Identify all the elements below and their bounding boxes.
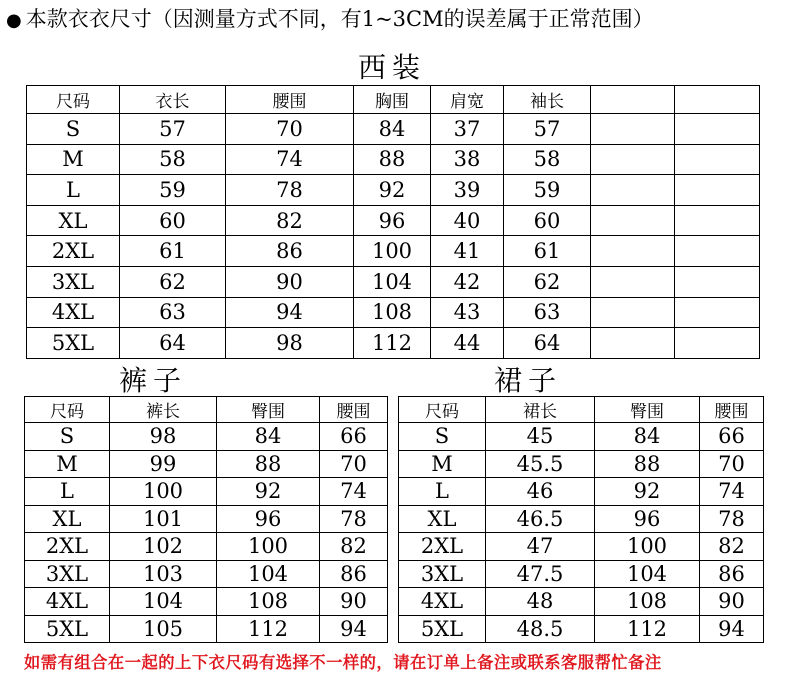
- skirt-header-cell: 尺码: [399, 397, 486, 423]
- suit-value-cell: 62: [120, 266, 226, 297]
- skirt-title: 裙子: [494, 364, 563, 397]
- skirt-value-cell: 88: [595, 450, 700, 478]
- suit-header-cell: 尺码: [27, 86, 120, 114]
- skirt-size-cell: L: [399, 478, 486, 506]
- skirt-size-cell: XL: [399, 505, 486, 533]
- suit-value-cell: 60: [504, 205, 591, 236]
- suit-value-cell: [591, 297, 675, 328]
- pants-size-cell: S: [25, 423, 110, 451]
- suit-value-cell: [591, 175, 675, 206]
- pants-value-cell: 94: [320, 615, 388, 643]
- skirt-row: [399, 505, 764, 533]
- suit-header-cell: 衣长: [120, 86, 226, 114]
- skirt-size-cell: 5XL: [399, 615, 486, 643]
- suit-header-cell: 肩宽: [431, 86, 504, 114]
- suit-value-cell: 61: [120, 236, 226, 267]
- suit-value-cell: 57: [504, 114, 591, 145]
- pants-row: [25, 478, 388, 506]
- suit-value-cell: 41: [431, 236, 504, 267]
- pants-header-row: [25, 397, 388, 423]
- skirt-value-cell: 47: [486, 533, 595, 561]
- skirt-header-cell: 臀围: [595, 397, 700, 423]
- suit-value-cell: 44: [431, 328, 504, 359]
- pants-value-cell: 104: [217, 560, 320, 588]
- skirt-row: [399, 560, 764, 588]
- pants-value-cell: 100: [110, 478, 217, 506]
- suit-value-cell: 63: [120, 297, 226, 328]
- suit-value-cell: 43: [431, 297, 504, 328]
- suit-size-cell: L: [27, 175, 120, 206]
- pants-value-cell: 82: [320, 533, 388, 561]
- skirt-value-cell: 92: [595, 478, 700, 506]
- skirt-row: [399, 478, 764, 506]
- suit-value-cell: 59: [120, 175, 226, 206]
- suit-value-cell: 64: [504, 328, 591, 359]
- pants-value-cell: 78: [320, 505, 388, 533]
- pants-value-cell: 101: [110, 505, 217, 533]
- suit-value-cell: 38: [431, 144, 504, 175]
- suit-value-cell: 90: [226, 266, 354, 297]
- skirt-value-cell: 84: [595, 423, 700, 451]
- suit-value-cell: 112: [354, 328, 431, 359]
- pants-value-cell: 70: [320, 450, 388, 478]
- pants-value-cell: 86: [320, 560, 388, 588]
- pants-value-cell: 112: [217, 615, 320, 643]
- suit-size-cell: M: [27, 144, 120, 175]
- skirt-value-cell: 45.5: [486, 450, 595, 478]
- suit-row: [27, 266, 760, 297]
- suit-header-cell: [675, 86, 760, 114]
- pants-value-cell: 92: [217, 478, 320, 506]
- pants-value-cell: 104: [110, 588, 217, 616]
- skirt-header-cell: 腰围: [700, 397, 764, 423]
- suit-row: [27, 205, 760, 236]
- skirt-value-cell: 90: [700, 588, 764, 616]
- skirt-row: [399, 450, 764, 478]
- suit-header-cell: 胸围: [354, 86, 431, 114]
- suit-value-cell: [675, 144, 760, 175]
- suit-value-cell: 92: [354, 175, 431, 206]
- suit-value-cell: 74: [226, 144, 354, 175]
- suit-header-row: [27, 86, 760, 114]
- skirt-value-cell: 96: [595, 505, 700, 533]
- suit-size-cell: 5XL: [27, 328, 120, 359]
- skirt-row: [399, 588, 764, 616]
- suit-value-cell: 58: [120, 144, 226, 175]
- suit-value-cell: 62: [504, 266, 591, 297]
- size-note-text: 本款衣衣尺寸（因测量方式不同，有1~3CM的误差属于正常范围）: [25, 7, 654, 31]
- suit-value-cell: [591, 236, 675, 267]
- size-note: [6, 2, 786, 36]
- pants-size-table: [24, 396, 388, 643]
- skirt-value-cell: 70: [700, 450, 764, 478]
- pants-row: [25, 533, 388, 561]
- suit-size-cell: XL: [27, 205, 120, 236]
- suit-value-cell: [675, 328, 760, 359]
- skirt-value-cell: 112: [595, 615, 700, 643]
- pants-value-cell: 108: [217, 588, 320, 616]
- suit-value-cell: [591, 205, 675, 236]
- skirt-size-cell: 3XL: [399, 560, 486, 588]
- suit-value-cell: [591, 144, 675, 175]
- suit-value-cell: [675, 114, 760, 145]
- suit-value-cell: [591, 114, 675, 145]
- suit-value-cell: 58: [504, 144, 591, 175]
- suit-row: [27, 175, 760, 206]
- pants-row: [25, 588, 388, 616]
- skirt-value-cell: 47.5: [486, 560, 595, 588]
- bullet-icon: ●: [6, 10, 22, 31]
- suit-header-cell: 腰围: [226, 86, 354, 114]
- suit-value-cell: 84: [354, 114, 431, 145]
- skirt-size-table: [398, 396, 764, 643]
- suit-size-cell: 2XL: [27, 236, 120, 267]
- suit-header-cell: [591, 86, 675, 114]
- suit-value-cell: [591, 266, 675, 297]
- suit-size-cell: 3XL: [27, 266, 120, 297]
- suit-row: [27, 297, 760, 328]
- suit-value-cell: 100: [354, 236, 431, 267]
- skirt-size-cell: 2XL: [399, 533, 486, 561]
- suit-value-cell: 86: [226, 236, 354, 267]
- suit-value-cell: 98: [226, 328, 354, 359]
- pants-size-cell: 3XL: [25, 560, 110, 588]
- pants-header-cell: 腰围: [320, 397, 388, 423]
- pants-value-cell: 103: [110, 560, 217, 588]
- suit-value-cell: 37: [431, 114, 504, 145]
- suit-value-cell: 88: [354, 144, 431, 175]
- pants-value-cell: 66: [320, 423, 388, 451]
- pants-size-cell: 4XL: [25, 588, 110, 616]
- pants-size-cell: 5XL: [25, 615, 110, 643]
- pants-value-cell: 74: [320, 478, 388, 506]
- suit-value-cell: 60: [120, 205, 226, 236]
- pants-value-cell: 100: [217, 533, 320, 561]
- footer-note: 如需有组合在一起的上下衣尺码有选择不一样的，请在订单上备注或联系客服帮忙备注: [24, 653, 662, 672]
- suit-value-cell: 57: [120, 114, 226, 145]
- suit-title: 西装: [358, 51, 427, 84]
- pants-value-cell: 84: [217, 423, 320, 451]
- skirt-header-row: [399, 397, 764, 423]
- suit-size-cell: S: [27, 114, 120, 145]
- suit-value-cell: 61: [504, 236, 591, 267]
- pants-value-cell: 105: [110, 615, 217, 643]
- skirt-value-cell: 108: [595, 588, 700, 616]
- suit-row: [27, 328, 760, 359]
- suit-value-cell: 94: [226, 297, 354, 328]
- suit-value-cell: 40: [431, 205, 504, 236]
- pants-row: [25, 615, 388, 643]
- skirt-value-cell: 46: [486, 478, 595, 506]
- skirt-value-cell: 48.5: [486, 615, 595, 643]
- suit-value-cell: 108: [354, 297, 431, 328]
- skirt-value-cell: 104: [595, 560, 700, 588]
- suit-value-cell: 42: [431, 266, 504, 297]
- skirt-header-cell: 裙长: [486, 397, 595, 423]
- pants-size-cell: M: [25, 450, 110, 478]
- pants-row: [25, 505, 388, 533]
- suit-value-cell: 39: [431, 175, 504, 206]
- skirt-value-cell: 46.5: [486, 505, 595, 533]
- pants-value-cell: 102: [110, 533, 217, 561]
- suit-value-cell: [675, 236, 760, 267]
- suit-value-cell: 82: [226, 205, 354, 236]
- pants-value-cell: 90: [320, 588, 388, 616]
- skirt-row: [399, 423, 764, 451]
- pants-size-cell: XL: [25, 505, 110, 533]
- pants-row: [25, 423, 388, 451]
- pants-value-cell: 88: [217, 450, 320, 478]
- skirt-value-cell: 82: [700, 533, 764, 561]
- suit-value-cell: [675, 175, 760, 206]
- suit-value-cell: [675, 266, 760, 297]
- pants-value-cell: 99: [110, 450, 217, 478]
- suit-value-cell: 64: [120, 328, 226, 359]
- skirt-size-cell: S: [399, 423, 486, 451]
- suit-value-cell: 104: [354, 266, 431, 297]
- pants-size-cell: 2XL: [25, 533, 110, 561]
- skirt-value-cell: 86: [700, 560, 764, 588]
- suit-row: [27, 144, 760, 175]
- pants-header-cell: 臀围: [217, 397, 320, 423]
- suit-value-cell: 78: [226, 175, 354, 206]
- pants-value-cell: 96: [217, 505, 320, 533]
- suit-value-cell: 59: [504, 175, 591, 206]
- skirt-size-cell: M: [399, 450, 486, 478]
- skirt-value-cell: 78: [700, 505, 764, 533]
- pants-header-cell: 裤长: [110, 397, 217, 423]
- suit-value-cell: [675, 297, 760, 328]
- suit-header-cell: 袖长: [504, 86, 591, 114]
- pants-row: [25, 560, 388, 588]
- skirt-value-cell: 66: [700, 423, 764, 451]
- suit-value-cell: 96: [354, 205, 431, 236]
- skirt-value-cell: 100: [595, 533, 700, 561]
- suit-row: [27, 114, 760, 145]
- skirt-value-cell: 94: [700, 615, 764, 643]
- suit-value-cell: [675, 205, 760, 236]
- suit-size-cell: 4XL: [27, 297, 120, 328]
- pants-value-cell: 98: [110, 423, 217, 451]
- suit-value-cell: [591, 328, 675, 359]
- pants-row: [25, 450, 388, 478]
- skirt-value-cell: 48: [486, 588, 595, 616]
- suit-value-cell: 70: [226, 114, 354, 145]
- suit-row: [27, 236, 760, 267]
- skirt-size-cell: 4XL: [399, 588, 486, 616]
- skirt-row: [399, 615, 764, 643]
- pants-header-cell: 尺码: [25, 397, 110, 423]
- pants-title: 裤子: [119, 364, 188, 397]
- skirt-value-cell: 45: [486, 423, 595, 451]
- suit-value-cell: 63: [504, 297, 591, 328]
- skirt-value-cell: 74: [700, 478, 764, 506]
- skirt-row: [399, 533, 764, 561]
- suit-size-table: [26, 85, 760, 359]
- pants-size-cell: L: [25, 478, 110, 506]
